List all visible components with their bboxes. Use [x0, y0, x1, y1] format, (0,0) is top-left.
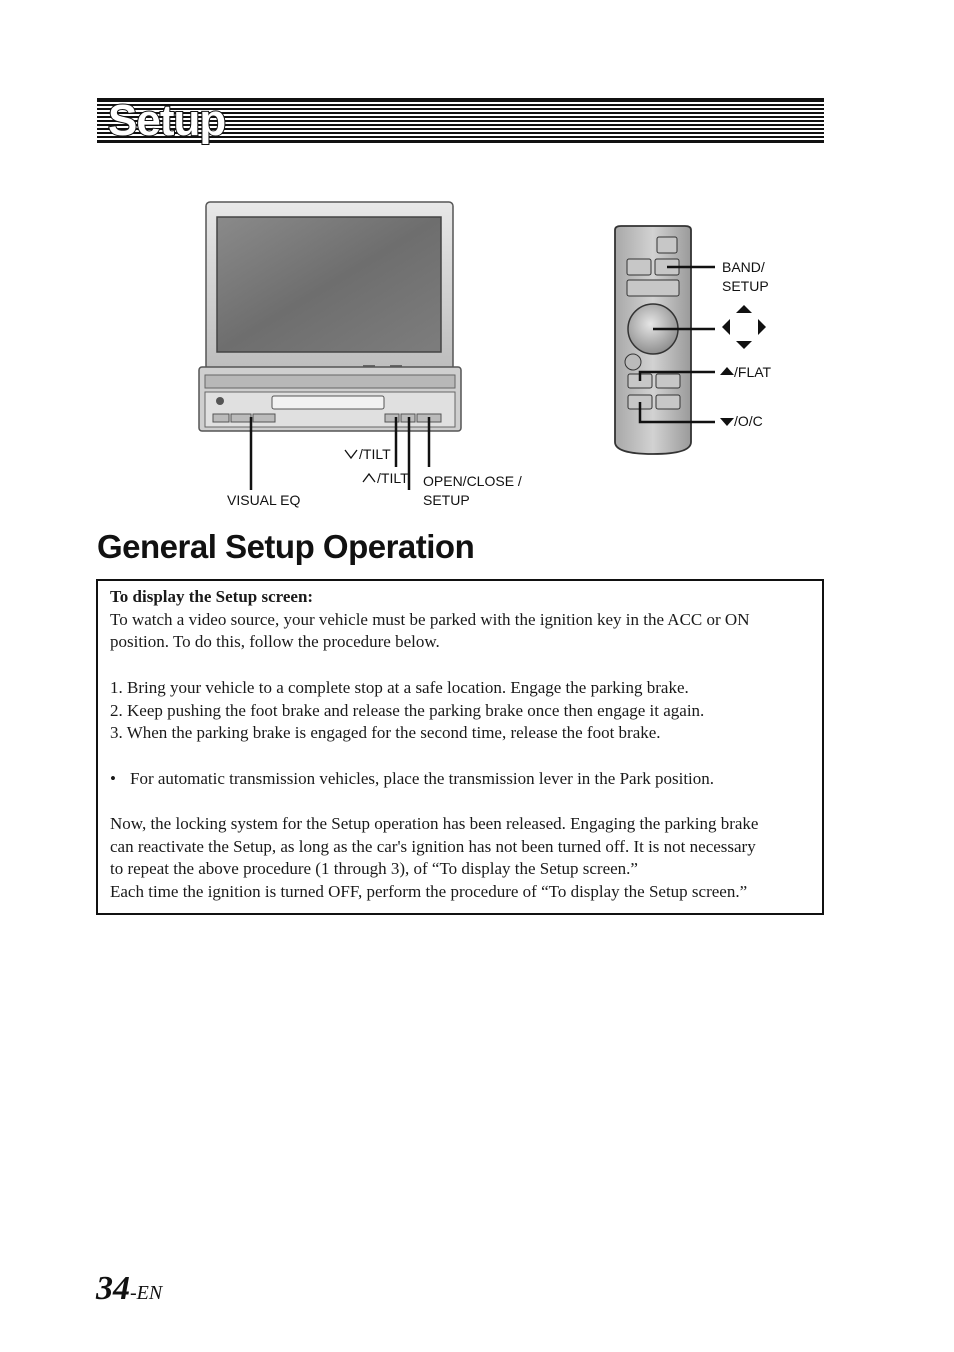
paragraph-line: Now, the locking system for the Setup operation has been released. Engaging the parking brake — [110, 813, 759, 833]
box-subheading: To display the Setup screen: — [110, 587, 314, 606]
oc-label: /O/C — [734, 413, 763, 429]
main-unit-callouts — [230, 405, 450, 495]
direction-arrows-icon — [722, 305, 766, 349]
up-tilt-label: /TILT — [377, 470, 409, 486]
open-close-label-line2: SETUP — [423, 492, 470, 508]
page-number — [96, 1270, 162, 1308]
step-item: 2. Keep pushing the foot brake and release the parking brake once then engage it again. — [110, 700, 705, 720]
up-arrow-icon — [719, 366, 735, 376]
band-setup-label-line2: SETUP — [722, 278, 769, 294]
page-number-suffix: -EN — [130, 1282, 163, 1304]
bullet-mark: • — [110, 768, 116, 788]
paragraph-line: can reactivate the Setup, as long as the car's ignition has not been turned off. It is not necessary — [110, 836, 756, 856]
main-unit-illustration — [195, 195, 470, 440]
up-tilt-icon — [362, 472, 376, 484]
section-title: Setup — [108, 96, 226, 145]
band-setup-label-line1: BAND/ — [722, 259, 765, 275]
instruction-box — [96, 579, 824, 915]
step-item: 1. Bring your vehicle to a complete stop at a safe location. Engage the parking brake. — [110, 677, 689, 697]
page-number-value: 34 — [96, 1270, 130, 1307]
intro-line: position. To do this, follow the procedure below. — [110, 632, 440, 652]
down-tilt-icon — [344, 448, 358, 460]
step-item: 3. When the parking brake is engaged for the second time, release the foot brake. — [110, 723, 661, 743]
bullet-item — [110, 768, 810, 791]
flat-label: /FLAT — [734, 364, 772, 380]
intro-line: To watch a video source, your vehicle must be parked with the ignition key in the ACC or ON — [110, 609, 750, 629]
visual-eq-label: VISUAL EQ — [227, 492, 301, 508]
down-arrow-icon — [719, 417, 735, 427]
bullet-text: For automatic transmission vehicles, place the transmission lever in the Park position. — [130, 768, 715, 788]
open-close-label-line1: OPEN/CLOSE / — [423, 473, 522, 489]
general-setup-heading: General Setup Operation — [97, 528, 475, 565]
paragraph-line: to repeat the above procedure (1 through 3), of “To display the Setup screen.” — [110, 859, 638, 879]
paragraph-line: Each time the ignition is turned OFF, perform the procedure of “To display the Setup screen.” — [110, 882, 748, 902]
down-tilt-label: /TILT — [359, 446, 391, 462]
